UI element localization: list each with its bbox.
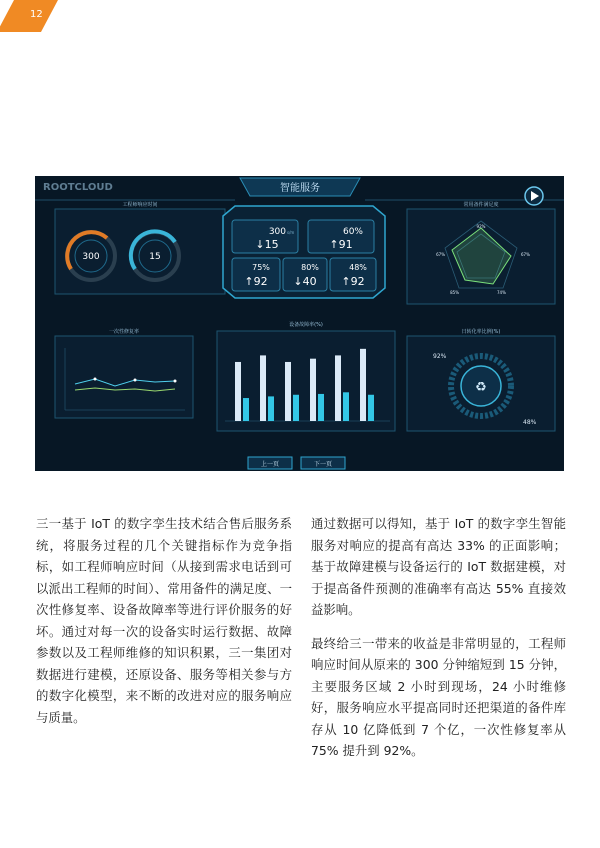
page-number: 12 bbox=[30, 9, 43, 20]
response-time-title: 工程师响应时间 bbox=[122, 202, 158, 208]
cycle-title: 日转化率比例(%) bbox=[461, 329, 501, 335]
dashboard-title: 智能服务 bbox=[280, 183, 320, 194]
prev-button[interactable] bbox=[248, 457, 292, 469]
radar-label-4: 74% bbox=[497, 290, 506, 295]
bar-tall bbox=[335, 355, 341, 421]
cycle-panel bbox=[407, 328, 555, 431]
response-after-value: 15 bbox=[149, 252, 161, 262]
bar-short bbox=[268, 396, 274, 421]
failure-rate-panel bbox=[217, 321, 395, 431]
left-paragraph-1: 三一基于 IoT 的数字孪生技术结合售后服务系统，将服务过程的几个关键指标作为竞争指标，如工程师响应时间（从接到需求电话到可以派出工程师的时间）、常用备件的满足度、一次性修复率、设备故障率等进行评价服务的好坏。通过对每一次的设备实时运行数据、故障参数以及工程师维修的知识积累，三一集团对数据进行建模，还原设备、服务等相关参与方的数字化模型，来不断的改进对应的服务响应与质量。 bbox=[36, 516, 292, 725]
kpi-2-value: 60% bbox=[342, 227, 364, 237]
dashboard-screenshot bbox=[35, 176, 564, 471]
bar-short bbox=[243, 398, 249, 421]
kpi-4-delta: ↓40 bbox=[293, 275, 317, 288]
play-icon[interactable] bbox=[525, 187, 543, 205]
kpi-2-delta: ↑91 bbox=[329, 238, 353, 251]
kpi-3-delta: ↑92 bbox=[244, 275, 268, 288]
radar-label-1: 92% bbox=[476, 224, 486, 229]
svg-text:上一页: 上一页 bbox=[260, 461, 280, 468]
kpi-1-value: 300 bbox=[268, 227, 286, 237]
cycle-bottom-value: 48% bbox=[523, 419, 537, 426]
bar-short bbox=[343, 392, 349, 421]
bar-tall bbox=[285, 362, 291, 421]
right-paragraph-2: 最终给三一带来的收益是非常明显的，工程师响应时间从原来的 300 分钟缩短到 15 分钟，主要服务区域 2 小时到现场，24 小时维修好，服务响应水平提高同时还把渠道的备件库存从 10 亿降低到 7 个亿，一次性修复率从 75% 提升到 92%。 bbox=[311, 635, 566, 758]
recycle-icon: ♻ bbox=[475, 380, 487, 395]
response-time-panel bbox=[55, 201, 225, 294]
svg-text:下一页: 下一页 bbox=[313, 461, 333, 468]
spare-parts-title: 常用备件满足度 bbox=[463, 202, 499, 208]
kpi-1-unit: s/m bbox=[287, 230, 295, 235]
kpi-5-delta: ↑92 bbox=[341, 275, 365, 288]
right-column bbox=[311, 513, 566, 774]
radar-label-3: 67% bbox=[436, 252, 445, 257]
first-fix-title: 一次性修复率 bbox=[108, 329, 140, 335]
bar-tall bbox=[260, 355, 266, 421]
bar-short bbox=[293, 395, 299, 421]
bar-tall bbox=[360, 349, 366, 421]
bar-short bbox=[368, 395, 374, 421]
cycle-top-value: 92% bbox=[433, 353, 447, 360]
bar-short bbox=[318, 394, 324, 421]
left-column bbox=[36, 513, 292, 740]
kpi-1-delta: ↓15 bbox=[255, 238, 279, 251]
next-button[interactable] bbox=[301, 457, 345, 469]
response-before-value: 300 bbox=[82, 252, 100, 262]
kpi-5-value: 48% bbox=[349, 263, 367, 272]
brand-logo: ROOTCLOUD bbox=[43, 182, 113, 193]
first-fix-panel bbox=[55, 328, 193, 418]
bar-tall bbox=[310, 359, 316, 421]
right-paragraph-1: 通过数据可以得知，基于 IoT 的数字孪生智能服务对响应的提高有高达 33% 的正面影响；基于故障建模与设备运行的 IoT 数据建模，对于提高备件预测的准确率有高达 55% 直接效益影响。 bbox=[311, 516, 566, 617]
page-number-tab bbox=[0, 0, 58, 32]
kpi-4-value: 80% bbox=[301, 263, 319, 272]
radar-label-5: 85% bbox=[450, 290, 459, 295]
failure-rate-title: 设备故障率(%) bbox=[289, 322, 323, 328]
kpi-panel bbox=[223, 206, 385, 298]
bar-tall bbox=[235, 362, 241, 421]
radar-label-2: 67% bbox=[521, 252, 530, 257]
kpi-3-value: 75% bbox=[252, 263, 270, 272]
spare-parts-panel bbox=[407, 201, 555, 304]
